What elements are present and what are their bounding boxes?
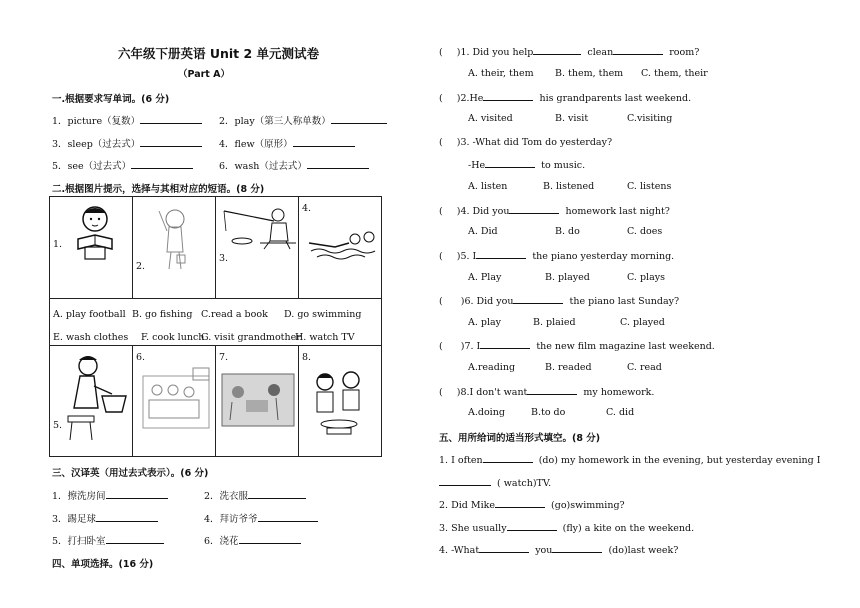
s3-item-1: 1．擦洗房间 xyxy=(52,488,168,502)
s5-line-4: 4. -What you (do)last week? xyxy=(439,545,679,556)
picture-number: 3. xyxy=(219,253,229,264)
q4-option-b[interactable]: B. do xyxy=(555,226,580,237)
question-3-line-2: -He to music. xyxy=(468,160,586,171)
q1-option-b[interactable]: B. them, them xyxy=(555,68,624,79)
answer-slot[interactable] xyxy=(443,46,457,55)
answer-blank[interactable] xyxy=(483,453,533,463)
phrase-e: E. wash clothes xyxy=(53,332,129,343)
picture-matching-table xyxy=(49,196,382,457)
answer-blank[interactable] xyxy=(507,521,557,531)
answer-blank[interactable] xyxy=(96,512,158,522)
q8-option-b[interactable]: B.to do xyxy=(531,407,566,418)
answer-slot[interactable] xyxy=(443,136,457,145)
q7-option-a[interactable]: A.reading xyxy=(468,362,516,373)
cooking-lunch-icon xyxy=(299,346,381,456)
q5-option-b[interactable]: B. played xyxy=(545,272,590,283)
question-3: ( )3. -What did Tom do yesterday? xyxy=(439,137,613,148)
section-1-heading: 一.根据要求写单词。(6 分) xyxy=(52,94,170,105)
s3-item-3: 3．踢足球 xyxy=(52,511,158,525)
answer-blank[interactable] xyxy=(485,158,535,168)
s1-item-1: 1．picture（复数） xyxy=(52,113,202,127)
picture-cell-2 xyxy=(133,197,216,299)
answer-blank[interactable] xyxy=(106,534,164,544)
s5-line-3: 3. She usually (fly) a kite on the weekend. xyxy=(439,523,695,534)
answer-blank[interactable] xyxy=(480,339,530,349)
question-6: ( )6. Did you the piano last Sunday? xyxy=(439,296,680,307)
girl-watering-icon xyxy=(133,197,215,297)
q7-option-b[interactable]: B. readed xyxy=(545,362,592,373)
picture-cell-4 xyxy=(299,197,382,299)
s3-item-5: 5．打扫卧室 xyxy=(52,533,164,547)
q3-option-b[interactable]: B. listened xyxy=(543,181,595,192)
answer-blank[interactable] xyxy=(513,294,563,304)
section-5-heading: 五、用所给词的适当形式填空。(8 分) xyxy=(439,433,601,444)
answer-slot[interactable] xyxy=(443,340,461,349)
phrase-c: C.read a book xyxy=(201,309,268,320)
s3-item-6: 6．浇花 xyxy=(204,533,301,547)
s1-item-2: 2．play（第三人称单数） xyxy=(219,113,387,127)
section-4-heading: 四、单项选择。(16 分) xyxy=(52,559,154,570)
q6-option-b[interactable]: B. plaied xyxy=(533,317,576,328)
answer-slot[interactable] xyxy=(443,92,457,101)
q2-option-a[interactable]: A. visited xyxy=(468,113,513,124)
s3-item-2: 2．洗衣服 xyxy=(204,488,306,502)
answer-blank[interactable] xyxy=(439,476,491,486)
answer-slot[interactable] xyxy=(443,295,461,304)
s1-item-5: 5．see（过去式） xyxy=(52,158,193,172)
q7-option-c[interactable]: C. read xyxy=(627,362,662,373)
q2-option-b[interactable]: B. visit xyxy=(555,113,589,124)
answer-blank[interactable] xyxy=(293,137,355,147)
answer-blank[interactable] xyxy=(307,159,369,169)
answer-blank[interactable] xyxy=(239,534,301,544)
picture-number: 1. xyxy=(53,239,63,250)
q6-option-a[interactable]: A. play xyxy=(468,317,502,328)
answer-blank[interactable] xyxy=(483,91,533,101)
section-3-heading: 三、汉译英（用过去式表示）。(6 分) xyxy=(52,468,209,479)
boy-fishing-icon xyxy=(216,197,298,297)
phrase-b: B. go fishing xyxy=(132,309,193,320)
q6-option-c[interactable]: C. played xyxy=(620,317,665,328)
boy-reading-book-icon xyxy=(50,197,132,297)
phrase-options-cell xyxy=(50,299,382,346)
s1-item-6: 6．wash（过去式） xyxy=(219,158,369,172)
answer-blank[interactable] xyxy=(258,512,318,522)
q2-option-c[interactable]: C.visiting xyxy=(627,113,673,124)
phrase-f: F. cook lunch xyxy=(141,332,205,343)
phrase-h: H. watch TV xyxy=(295,332,355,343)
answer-blank[interactable] xyxy=(331,114,387,124)
answer-blank[interactable] xyxy=(509,204,559,214)
answer-blank[interactable] xyxy=(248,489,306,499)
question-2: ( )2.He his grandparents last weekend. xyxy=(439,93,692,104)
picture-cell-3 xyxy=(216,197,299,299)
question-4: ( )4. Did you homework last night? xyxy=(439,206,670,217)
picture-cell-6 xyxy=(133,346,216,457)
answer-slot[interactable] xyxy=(443,250,457,259)
picture-number: 7. xyxy=(219,352,229,363)
phrase-g: G. visit grandmother xyxy=(201,332,301,343)
q3-option-c[interactable]: C. listens xyxy=(627,181,672,192)
s5-line-1: 1. I often (do) my homework in the evening, but yesterday evening I xyxy=(439,455,821,466)
family-watching-tv-icon xyxy=(133,346,215,456)
picture-number: 2. xyxy=(136,261,146,272)
q5-option-c[interactable]: C. plays xyxy=(627,272,665,283)
picture-cell-7 xyxy=(216,346,299,457)
phrase-d: D. go swimming xyxy=(284,309,362,320)
q8-option-c[interactable]: C. did xyxy=(606,407,635,418)
q5-option-a[interactable]: A. Play xyxy=(468,272,502,283)
picture-number: 8. xyxy=(302,352,312,363)
q8-option-a[interactable]: A.doing xyxy=(468,407,505,418)
picture-number: 4. xyxy=(302,203,312,214)
answer-slot[interactable] xyxy=(443,205,457,214)
section-2-heading: 二.根据图片提示，选择与其相对应的短语。(8 分) xyxy=(52,184,265,195)
answer-blank[interactable] xyxy=(533,45,581,55)
s3-item-4: 4．拜访爷爷 xyxy=(204,511,318,525)
answer-blank[interactable] xyxy=(495,498,545,508)
answer-blank[interactable] xyxy=(552,543,602,553)
answer-blank[interactable] xyxy=(476,249,526,259)
answer-blank[interactable] xyxy=(140,137,202,147)
s1-item-4: 4．flew（原形） xyxy=(219,136,355,150)
answer-slot[interactable] xyxy=(443,386,457,395)
q3-option-a[interactable]: A. listen xyxy=(468,181,508,192)
question-7: ( )7. I the new film magazine last weekend. xyxy=(439,341,715,352)
girl-washing-clothes-icon xyxy=(50,346,132,456)
answer-blank[interactable] xyxy=(140,114,202,124)
kids-swimming-icon xyxy=(299,197,381,297)
page-title: 六年级下册英语 Unit 2 单元测试卷 xyxy=(118,46,320,61)
question-1: ( )1. Did you help clean room? xyxy=(439,47,700,58)
q4-option-c[interactable]: C. does xyxy=(627,226,663,237)
phrase-a: A. play football xyxy=(53,309,126,320)
s1-item-3: 3．sleep（过去式） xyxy=(52,136,202,150)
q4-option-a[interactable]: A. Did xyxy=(468,226,498,237)
question-8: ( )8.I don't want my homework. xyxy=(439,387,655,398)
page-subtitle: （Part A） xyxy=(178,69,231,80)
question-5: ( )5. I the piano yesterday morning. xyxy=(439,251,675,262)
q1-option-c[interactable]: C. them, their xyxy=(641,68,708,79)
answer-blank[interactable] xyxy=(106,489,168,499)
q1-option-a[interactable]: A. their, them xyxy=(468,68,534,79)
s5-line-2: 2. Did Mike (go)swimming? xyxy=(439,500,625,511)
picture-cell-1 xyxy=(50,197,133,299)
picture-number: 6. xyxy=(136,352,146,363)
answer-blank[interactable] xyxy=(613,45,663,55)
picture-number: 5. xyxy=(53,420,63,431)
answer-blank[interactable] xyxy=(131,159,193,169)
picture-cell-8 xyxy=(299,346,382,457)
answer-blank[interactable] xyxy=(479,543,529,553)
visit-grandmother-icon xyxy=(216,346,298,456)
answer-blank[interactable] xyxy=(527,385,577,395)
s5-line-1-cont: ( watch)TV. xyxy=(439,476,551,489)
picture-cell-5 xyxy=(50,346,133,457)
